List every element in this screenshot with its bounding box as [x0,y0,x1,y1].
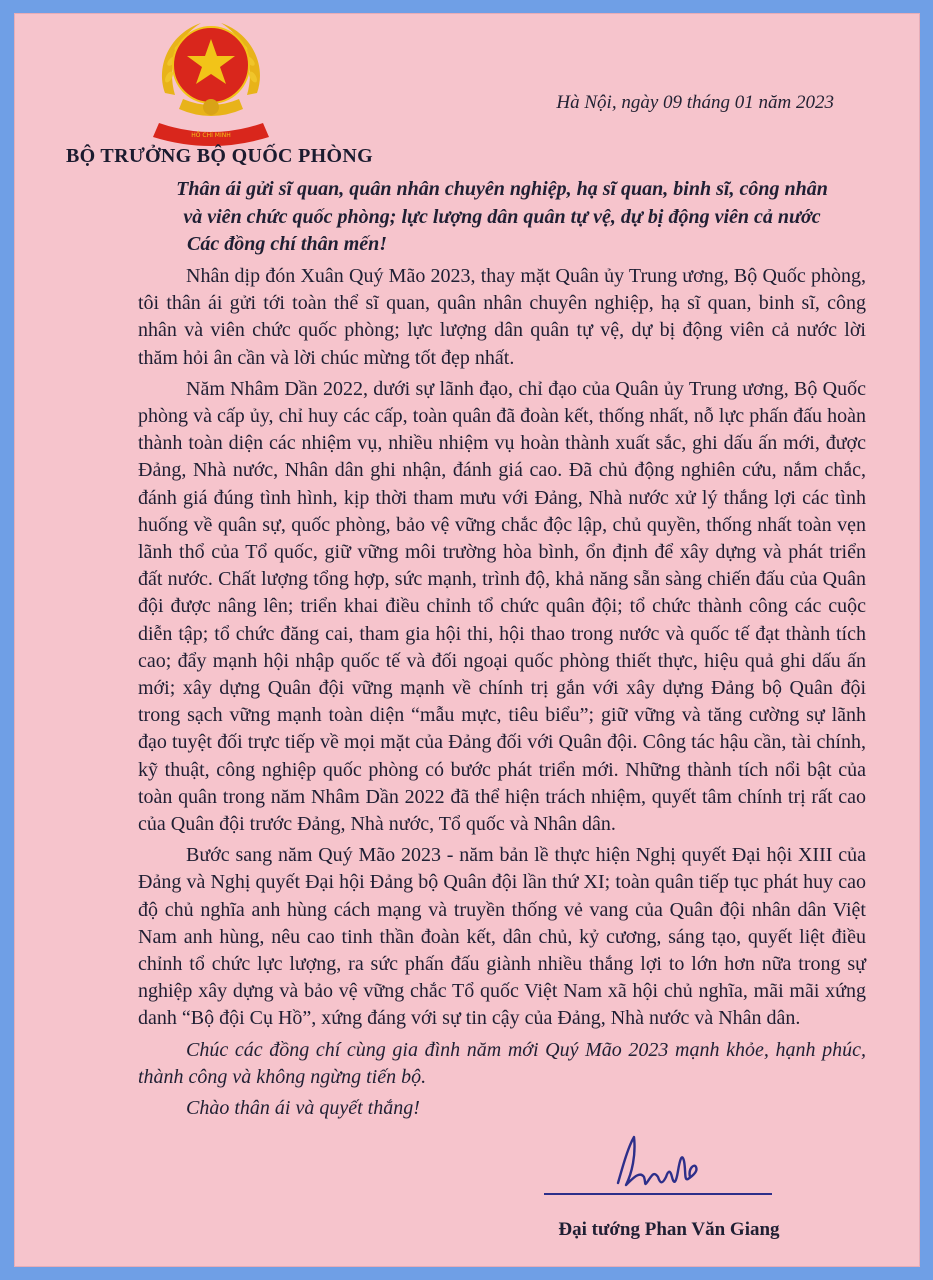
letter-page [14,13,920,1267]
signature-underline [544,1193,772,1195]
greeting-line-1: Thân ái gửi sĩ quan, quân nhân chuyên nghiệp, hạ sĩ quan, binh sĩ, công nhân [176,178,828,200]
paragraph-3: Bước sang năm Quý Mão 2023 - năm bản lề thực hiện Nghị quyết Đại hội XIII của Đảng và Nghị quyết Đại hội Đảng bộ Quân đội lần thứ XI; toàn quân tiếp tục phát huy cao độ chủ nghĩa anh hùng cách mạng và truyền thống vẻ vang của Quân đội nhân dân Việt Nam anh hùng, nêu cao tinh thần đoàn kết, dân chủ, kỷ cương, sáng tạo, quyết liệt điều chỉnh tổ chức lực lượng, ra sức phấn đấu giành nhiều thắng lợi to lớn hơn nữa trong sự nghiệp xây dựng và bảo vệ vững chắc Tổ quốc Việt Nam xã hội chủ nghĩa, mãi mãi xứng danh “Bộ đội Cụ Hồ”, xứng đáng với sự tin cậy của Đảng, Nhà nước và Nhân dân. [138,844,866,1030]
paragraph-1: Nhân dịp đón Xuân Quý Mão 2023, thay mặt Quân ủy Trung ương, Bộ Quốc phòng, tôi thân ái gửi tới toàn thể sĩ quan, quân nhân chuyên nghiệp, hạ sĩ quan, binh sĩ, công nhân và viên chức quốc phòng; lực lượng dân quân tự vệ, dự bị động viên cả nước lời thăm hỏi ân cần và lời chúc mừng tốt đẹp nhất. [138,265,866,369]
letter-body [138,263,866,1126]
closing-farewell: Chào thân ái và quyết thắng! [186,1097,420,1120]
national-emblem-icon [145,15,277,155]
handwritten-signature-icon [604,1131,714,1197]
signer-name: Đại tướng Phan Văn Giang [558,1219,780,1240]
paragraph-2: Năm Nhâm Dần 2022, dưới sự lãnh đạo, chỉ đạo của Quân ủy Trung ương, Bộ Quốc phòng và cấp ủy, chỉ huy các cấp, toàn quân đã đoàn kết, thống nhất, nỗ lực phấn đấu hoàn thành toàn diện các nhiệm vụ, nhiều nhiệm vụ hoàn thành xuất sắc, ghi dấu ấn mới, được Đảng, Nhà nước, Nhân dân ghi nhận, đánh giá cao. Đã chủ động nghiên cứu, nắm chắc, đánh giá đúng tình hình, kịp thời tham mưu với Đảng, Nhà nước xử lý thắng lợi các tình huống về quân sự, quốc phòng, bảo vệ vững chắc độc lập, chủ quyền, thống nhất toàn vẹn lãnh thổ của Tổ quốc, giữ vững môi trường hòa bình, ổn định để xây dựng và phát triển đất nước. Chất lượng tổng hợp, sức mạnh, trình độ, khả năng sẵn sàng chiến đấu của Quân đội được nâng lên; triển khai điều chỉnh tổ chức quân đội; tổ chức thành công các cuộc diễn tập; tổ chức đăng cai, tham gia hội thi, hội thao trong nước và quốc tế đạt thành tích cao; đẩy mạnh hội nhập quốc tế và đối ngoại quốc phòng thiết thực, hiệu quả ghi dấu ấn mới; xây dựng Quân đội vững mạnh về chính trị gắn với xây dựng Đảng bộ Quân đội trong sạch vững mạnh toàn diện “mẫu mực, tiêu biểu”; giữ vững và tăng cường sự lãnh đạo tuyệt đối trực tiếp về mọi mặt của Đảng đối với Quân đội. Công tác hậu cần, tài chính, kỹ thuật, công nghiệp quốc phòng có bước phát triển mới. Những thành tích nổi bật của toàn quân trong năm Nhâm Dần 2022 đã thể hiện trách nhiệm, quyết tâm chính trị rất cao của Quân đội trước Đảng, Nhà nước, Tổ quốc và Nhân dân. [138,377,866,836]
closing-wish: Chúc các đồng chí cùng gia đình năm mới Quý Mão 2023 mạnh khỏe, hạnh phúc, thành công và không ngừng tiến bộ. [138,1038,866,1088]
sender-organization: BỘ TRƯỞNG BỘ QUỐC PHÒNG [66,145,373,167]
letter-date: Hà Nội, ngày 09 tháng 01 năm 2023 [556,92,834,113]
recipient-greeting [136,175,868,231]
greeting-line-2: và viên chức quốc phòng; lực lượng dân quân tự vệ, dự bị động viên cả nước [183,206,821,228]
salutation: Các đồng chí thân mến! [187,233,388,255]
emblem-ribbon-text: HỒ CHÍ MINH [191,132,231,139]
